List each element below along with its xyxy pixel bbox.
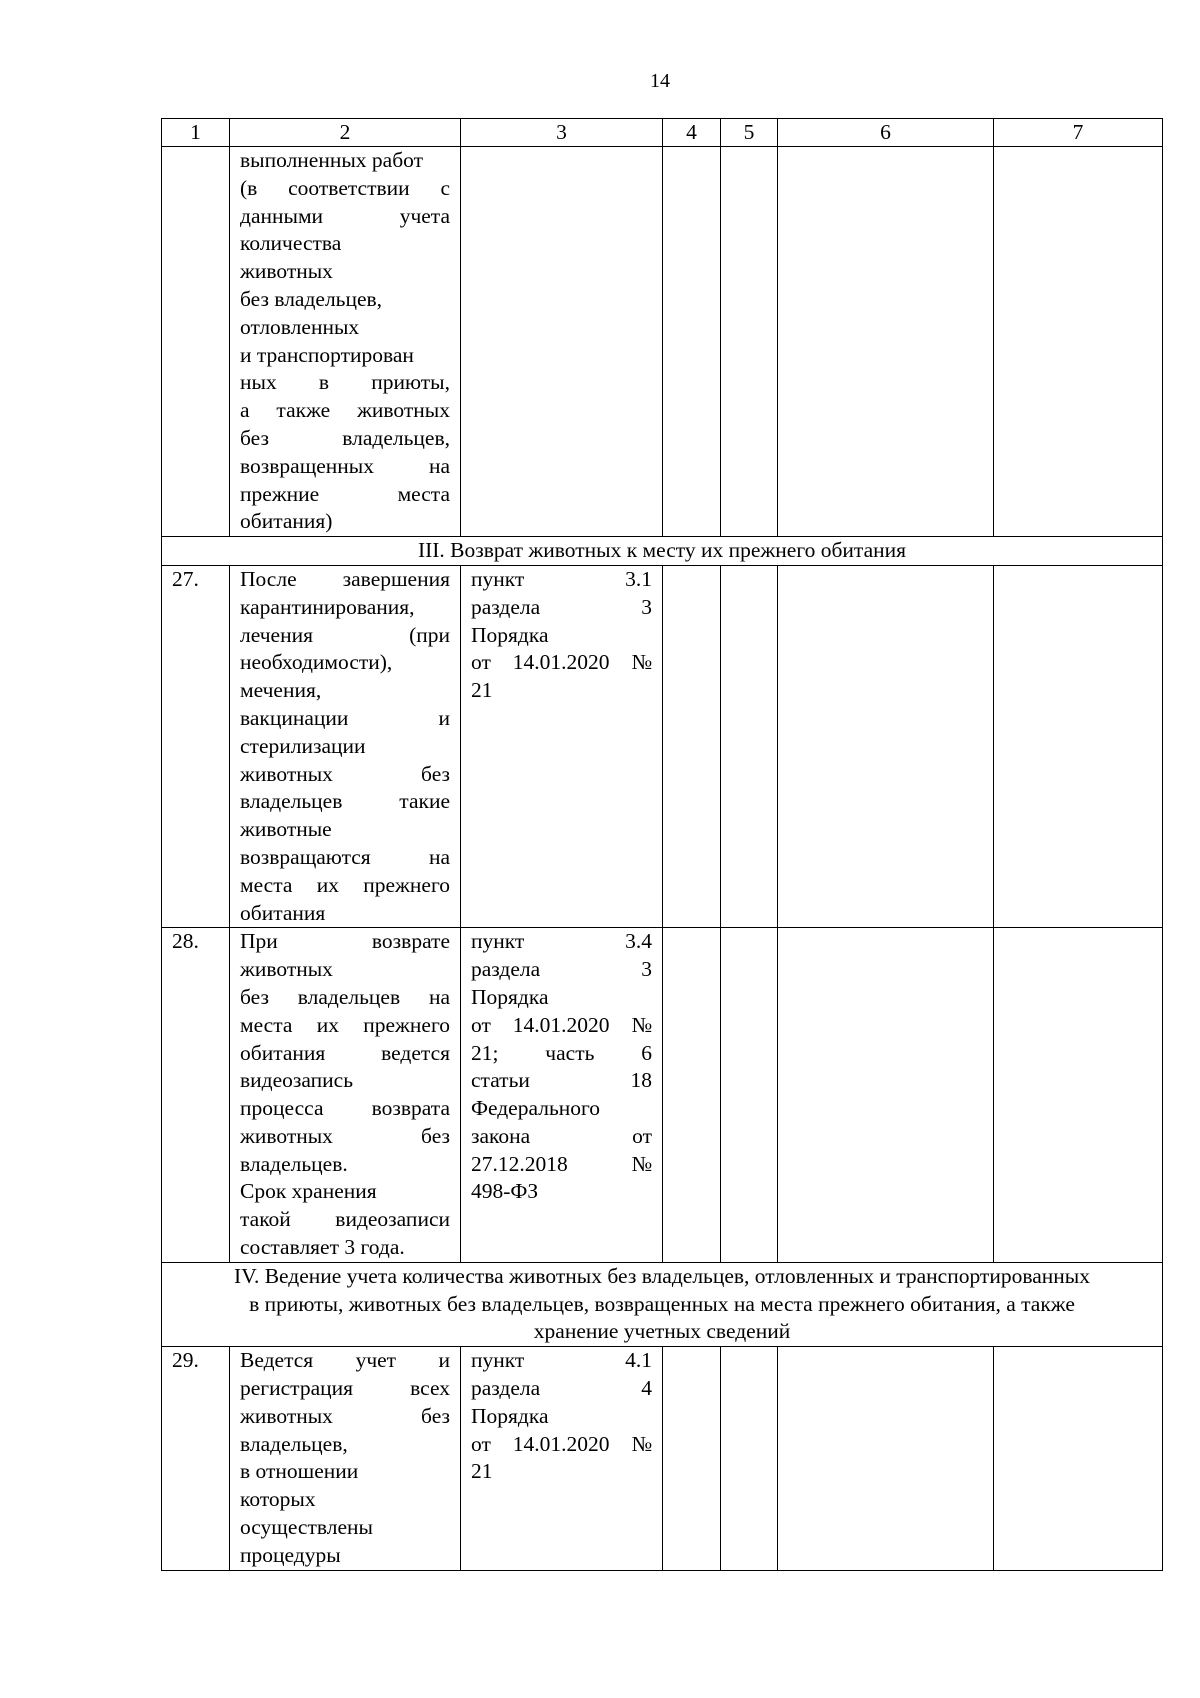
cell-text-line: 498-ФЗ [471, 1179, 539, 1204]
cell-text-line: без владельцев, [240, 286, 383, 311]
answer-no-cell [721, 1347, 778, 1570]
cell-text-line: пункт 4.1 [471, 1348, 652, 1373]
cell-text-line: пункт 3.1 [471, 566, 652, 591]
column-header: 3 [461, 119, 663, 147]
cell-text-line: Федерального [471, 1096, 601, 1121]
answer-no-cell [721, 147, 778, 537]
row-number: 29. [162, 1347, 230, 1570]
answer-yes-cell [663, 565, 721, 927]
cell-text-line: Порядка [471, 1403, 549, 1428]
cell-text-line: возвращенных на [240, 453, 450, 478]
cell-text-line: животных без [240, 761, 450, 786]
answer-no-cell [721, 928, 778, 1263]
checklist-table [161, 118, 1163, 1571]
table-row [162, 1347, 1163, 1570]
cell-text-line: данными учета [240, 203, 450, 228]
cell-text-line: от 14.01.2020 № [471, 1012, 652, 1037]
page-number: 14 [650, 70, 670, 92]
cell-text-line: а также животных [240, 398, 450, 423]
cell-text-line: без владельцев на [240, 984, 450, 1009]
cell-text-line: процедуры [240, 1542, 341, 1567]
section-heading-row [162, 537, 1163, 566]
cell-text-line: Срок хранения [240, 1179, 377, 1204]
column-header: 6 [778, 119, 994, 147]
cell-text-line: 21 [471, 1459, 493, 1484]
answer-yes-cell [663, 1347, 721, 1570]
table-row [162, 565, 1163, 927]
cell-text-line: стерилизации [240, 733, 366, 758]
cell-text-line: от 14.01.2020 № [471, 650, 652, 675]
reference-cell [461, 928, 663, 1263]
cell-text-line: обитания) [240, 509, 333, 534]
cell-text-line: статьи 18 [471, 1068, 652, 1093]
section-heading: III. Возврат животных к месту их прежнего обитания [162, 537, 1163, 566]
cell-text-line: обитания ведется [240, 1040, 450, 1065]
cell-text-line: закона от [471, 1123, 652, 1148]
cell-text-line: отловленных [240, 314, 360, 339]
cell-text-line: 27.12.2018 № [471, 1151, 652, 1176]
cell-text-line: 21 [471, 678, 493, 703]
column-header: 7 [994, 119, 1163, 147]
cell-text-line: осуществлены [240, 1515, 373, 1540]
column-header: 2 [230, 119, 461, 147]
notes-cell [778, 1347, 994, 1570]
cell-text-line: прежние места [240, 481, 450, 506]
comment-cell [994, 147, 1163, 537]
table-row [162, 928, 1163, 1263]
table-header-row [162, 119, 1163, 147]
section-heading [162, 1262, 1163, 1346]
requirement-cell [230, 928, 461, 1263]
cell-text-line: раздела 3 [471, 957, 652, 982]
cell-text-line: места их прежнего [240, 1012, 450, 1037]
row-number-cell [162, 147, 230, 537]
cell-text-line: карантинирования, [240, 594, 415, 619]
column-header: 5 [721, 119, 778, 147]
cell-text-line: животных [240, 957, 333, 982]
cell-text-line: Порядка [471, 622, 549, 647]
reference-cell [461, 147, 663, 537]
column-header: 4 [663, 119, 721, 147]
cell-text-line: животных без [240, 1403, 450, 1428]
cell-text-line: владельцев такие [240, 789, 450, 814]
column-header: 1 [162, 119, 230, 147]
cell-text-line: регистрация всех [240, 1376, 450, 1401]
requirement-cell [230, 1347, 461, 1570]
cell-text-line: После завершения [240, 566, 450, 591]
notes-cell [778, 928, 994, 1263]
table-row-continued [162, 147, 1163, 537]
cell-text-line: пункт 3.4 [471, 929, 652, 954]
comment-cell [994, 565, 1163, 927]
row-number: 27. [162, 565, 230, 927]
cell-text-line: Ведется учет и [240, 1348, 450, 1373]
cell-text-line: ных в приюты, [240, 370, 450, 395]
cell-text-line: животных без [240, 1123, 450, 1148]
cell-text-line: При возврате [240, 929, 450, 954]
cell-text-line: раздела 3 [471, 594, 652, 619]
cell-text-line: лечения (при [240, 622, 450, 647]
cell-text-line: владельцев, [240, 1431, 348, 1456]
cell-text-line: в отношении [240, 1459, 359, 1484]
requirement-cell [230, 565, 461, 927]
section-heading-line: IV. Ведение учета количества животных без владельцев, отловленных и транспортированных [234, 1263, 1090, 1288]
cell-text-line: без владельцев, [240, 425, 450, 450]
cell-text-line: животные [240, 817, 332, 842]
cell-text-line: видеозапись [240, 1068, 354, 1093]
cell-text-line: составляет 3 года. [240, 1235, 405, 1260]
cell-text-line: владельцев. [240, 1151, 348, 1176]
requirement-cell [230, 147, 461, 537]
notes-cell [778, 147, 994, 537]
cell-text-line: 21; часть 6 [471, 1040, 652, 1065]
comment-cell [994, 1347, 1163, 1570]
cell-text-line: Порядка [471, 984, 549, 1009]
section-heading-line: в приюты, животных без владельцев, возвращенных на места прежнего обитания, а также [249, 1291, 1075, 1316]
reference-cell [461, 1347, 663, 1570]
cell-text-line: вакцинации и [240, 705, 450, 730]
cell-text-line: процесса возврата [240, 1096, 450, 1121]
cell-text-line: которых [240, 1487, 316, 1512]
row-number: 28. [162, 928, 230, 1263]
answer-yes-cell [663, 928, 721, 1263]
cell-text-line: такой видеозаписи [240, 1207, 450, 1232]
section-heading-row [162, 1262, 1163, 1346]
answer-yes-cell [663, 147, 721, 537]
cell-text-line: необходимости), [240, 650, 393, 675]
cell-text-line: от 14.01.2020 № [471, 1431, 652, 1456]
cell-text-line: мечения, [240, 678, 322, 703]
cell-text-line: животных [240, 259, 333, 284]
cell-text-line: места их прежнего [240, 872, 450, 897]
section-heading-line: хранение учетных сведений [533, 1319, 791, 1344]
cell-text-line: обитания [240, 900, 326, 925]
comment-cell [994, 928, 1163, 1263]
cell-text-line: и транспортирован [240, 342, 414, 367]
cell-text-line: количества [240, 231, 342, 256]
cell-text-line: (в соответствии с [240, 175, 450, 200]
reference-cell [461, 565, 663, 927]
cell-text-line: раздела 4 [471, 1376, 652, 1401]
cell-text-line: возвращаются на [240, 844, 450, 869]
cell-text-line: выполненных работ [240, 148, 424, 172]
answer-no-cell [721, 565, 778, 927]
notes-cell [778, 565, 994, 927]
